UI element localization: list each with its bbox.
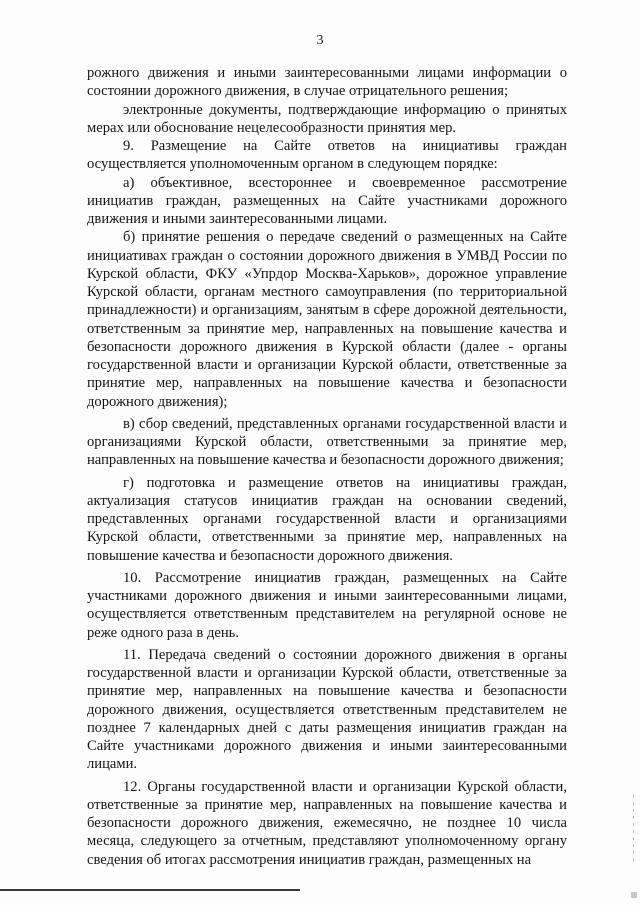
scan-edge-mark <box>633 795 634 865</box>
paragraph-item-9b: б) принятие решения о передаче сведений о размещенных на Сайте инициативах граждан о состоянии дорожного движения в УМВД России по Курской области, ФКУ «Упрдор Москва-Харьков», дорожное управление Курской области, органам местного самоуправления (по территориальной принадлежности) и организациям, занятым в сфере дорожной деятельности, ответственным за принятие мер, направленных на повышение качества и безопасности дорожного движения в Курской области (далее - органы государственной власти и организации Курской области, ответственные за принятие мер, направленных на повышение качества и безопасности дорожного движения); <box>87 229 567 410</box>
document-body <box>87 64 567 869</box>
paragraph-item-9g: г) подготовка и размещение ответов на инициативы граждан, актуализация статусов инициатив граждан на основании сведений, представленных органами государственной власти и организациями Курской области, ответственными за принятие мер, направленных на повышение качества и безопасности дорожного движения. <box>87 474 567 564</box>
paragraph-continuation: рожного движения и иными заинтересованными лицами информации о состоянии дорожного движения, в случае отрицательного решения; <box>87 65 567 100</box>
page-number: 3 <box>316 33 324 48</box>
paragraph-item-9: 9. Размещение на Сайте ответов на инициативы граждан осуществляется уполномоченным органом в следующем порядке: <box>87 138 567 173</box>
paragraph-item-9a: а) объективное, всестороннее и своевременное рассмотрение инициатив граждан, размещенных на Сайте участниками дорожного движения и иными заинтересованными лицами. <box>87 174 567 227</box>
scan-bottom-line <box>0 889 300 891</box>
paragraph-item-10: 10. Рассмотрение инициатив граждан, размещенных на Сайте участниками дорожного движения и иными заинтересованными лицами, осуществляется ответственным представителем на регулярной основе не реже одного раза в день. <box>87 569 567 641</box>
scan-corner-mark <box>631 892 637 898</box>
paragraph-electronic-documents: электронные документы, подтверждающие информацию о принятых мерах или обоснование нецелесообразности принятия мер. <box>87 101 567 136</box>
paragraph-item-11: 11. Передача сведений о состоянии дорожного движения в органы государственной власти и организации Курской области, ответственные за принятие мер, направленных на повышение качества и безопасности дорожного движения, осуществляется ответственным представителем не позднее 7 календарных дней с даты размещения инициатив граждан на Сайте участниками дорожного движения и иными заинтересованными лицами. <box>87 646 567 773</box>
paragraph-item-12: 12. Органы государственной власти и организации Курской области, ответственные за принятие мер, направленных на повышение качества и безопасности дорожного движения, ежемесячно, не позднее 10 числа месяца, следующего за отчетным, представляют уполномоченному органу сведения об итогах рассмотрения инициатив граждан, размещенных на <box>87 778 567 868</box>
paragraph-item-9v: в) сбор сведений, представленных органами государственной власти и организациями Курской области, ответственными за принятие мер, направленных на повышение качества и безопасности дорожного движения; <box>87 415 567 469</box>
